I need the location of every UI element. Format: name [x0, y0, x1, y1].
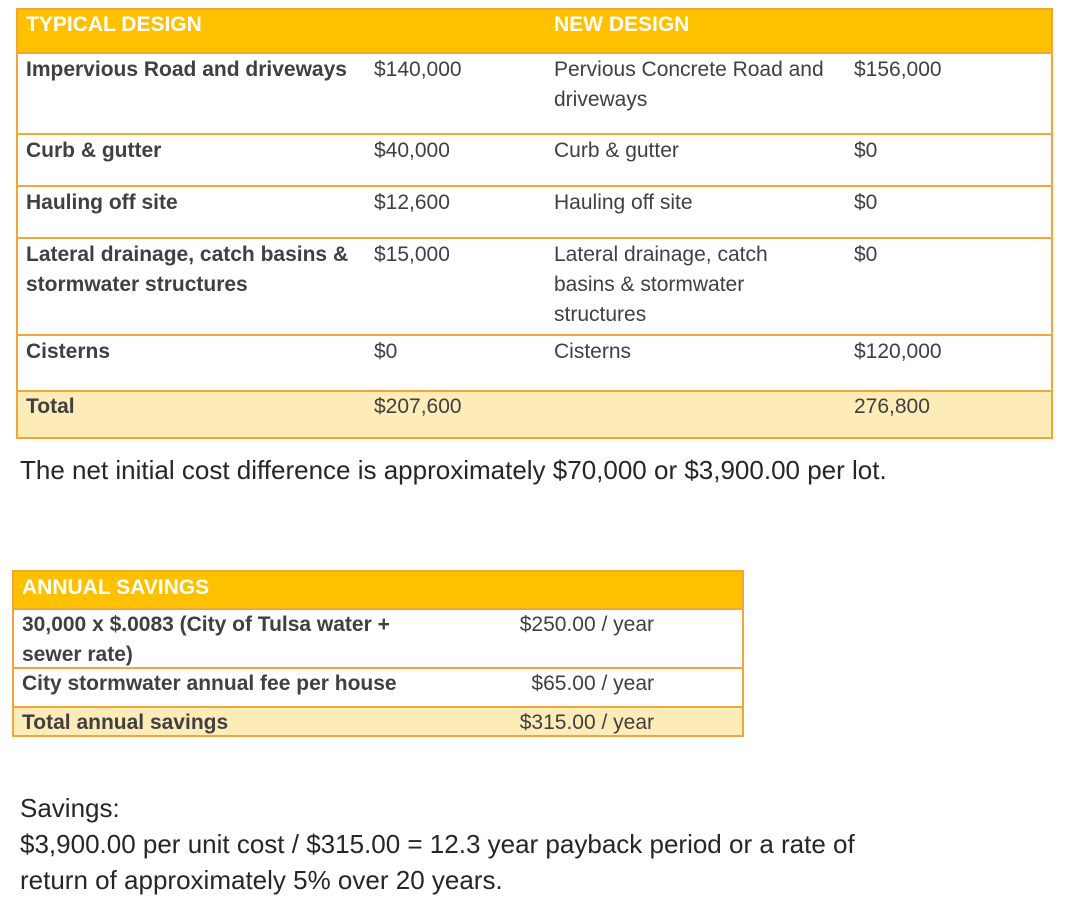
table-row: [18, 334, 1051, 390]
savings-amount: $65.00 / year: [531, 672, 654, 695]
savings-table-header: [14, 572, 742, 608]
savings-item: 30,000 x $.0083 (City of Tulsa water + sewer rate): [22, 613, 390, 666]
typical-cost: $12,600: [374, 191, 450, 214]
typical-total: $207,600: [374, 395, 462, 418]
table-row: [18, 185, 1051, 237]
cost-table-header: [18, 10, 1051, 52]
new-item: Lateral drainage, catch basins & stormwater structures: [554, 243, 768, 326]
typical-item: Hauling off site: [26, 191, 178, 214]
savings-heading: Savings:: [20, 793, 120, 823]
net-cost-difference-text: The net initial cost difference is approximately $70,000 or $3,900.00 per lot.: [20, 455, 887, 485]
savings-line-1: $3,900.00 per unit cost / $315.00 = 12.3 year payback period or a rate of: [20, 829, 855, 859]
total-row: [18, 390, 1051, 437]
total-label: Total: [26, 395, 75, 418]
savings-amount: $250.00 / year: [519, 613, 654, 636]
new-design-heading: NEW DESIGN: [554, 13, 690, 36]
typical-design-heading: TYPICAL DESIGN: [26, 13, 202, 36]
new-item: Cisterns: [554, 340, 632, 363]
savings-summary: [20, 790, 1080, 898]
table-row: [18, 237, 1051, 334]
typical-item: Cisterns: [26, 340, 111, 363]
new-cost: $120,000: [854, 340, 942, 363]
typical-cost: $15,000: [374, 243, 450, 266]
table-row: [14, 608, 742, 667]
typical-cost: $40,000: [374, 139, 450, 162]
new-cost: $0: [854, 139, 878, 162]
typical-item: Impervious Road and driveways: [26, 58, 347, 81]
typical-item: Lateral drainage, catch basins & stormwater structures: [26, 243, 349, 296]
table-row: [14, 667, 742, 706]
annual-savings-heading: ANNUAL SAVINGS: [22, 576, 210, 599]
typical-item: Curb & gutter: [26, 139, 162, 162]
savings-total-amount: $315.00 / year: [519, 711, 654, 734]
new-total: 276,800: [854, 395, 930, 418]
typical-cost: $140,000: [374, 58, 462, 81]
typical-cost: $0: [374, 340, 398, 363]
new-item: Hauling off site: [554, 191, 693, 214]
table-row: [18, 52, 1051, 133]
cost-comparison-table: [16, 8, 1053, 439]
new-item: Pervious Concrete Road and driveways: [554, 58, 824, 111]
annual-savings-table: [12, 570, 744, 737]
savings-line-2: return of approximately 5% over 20 years.: [20, 865, 503, 895]
new-cost: $156,000: [854, 58, 942, 81]
new-cost: $0: [854, 243, 878, 266]
new-item: Curb & gutter: [554, 139, 679, 162]
savings-item: City stormwater annual fee per house: [22, 672, 397, 695]
table-row: [18, 133, 1051, 185]
new-cost: $0: [854, 191, 878, 214]
total-row: [14, 706, 742, 735]
savings-total-label: Total annual savings: [22, 711, 229, 734]
